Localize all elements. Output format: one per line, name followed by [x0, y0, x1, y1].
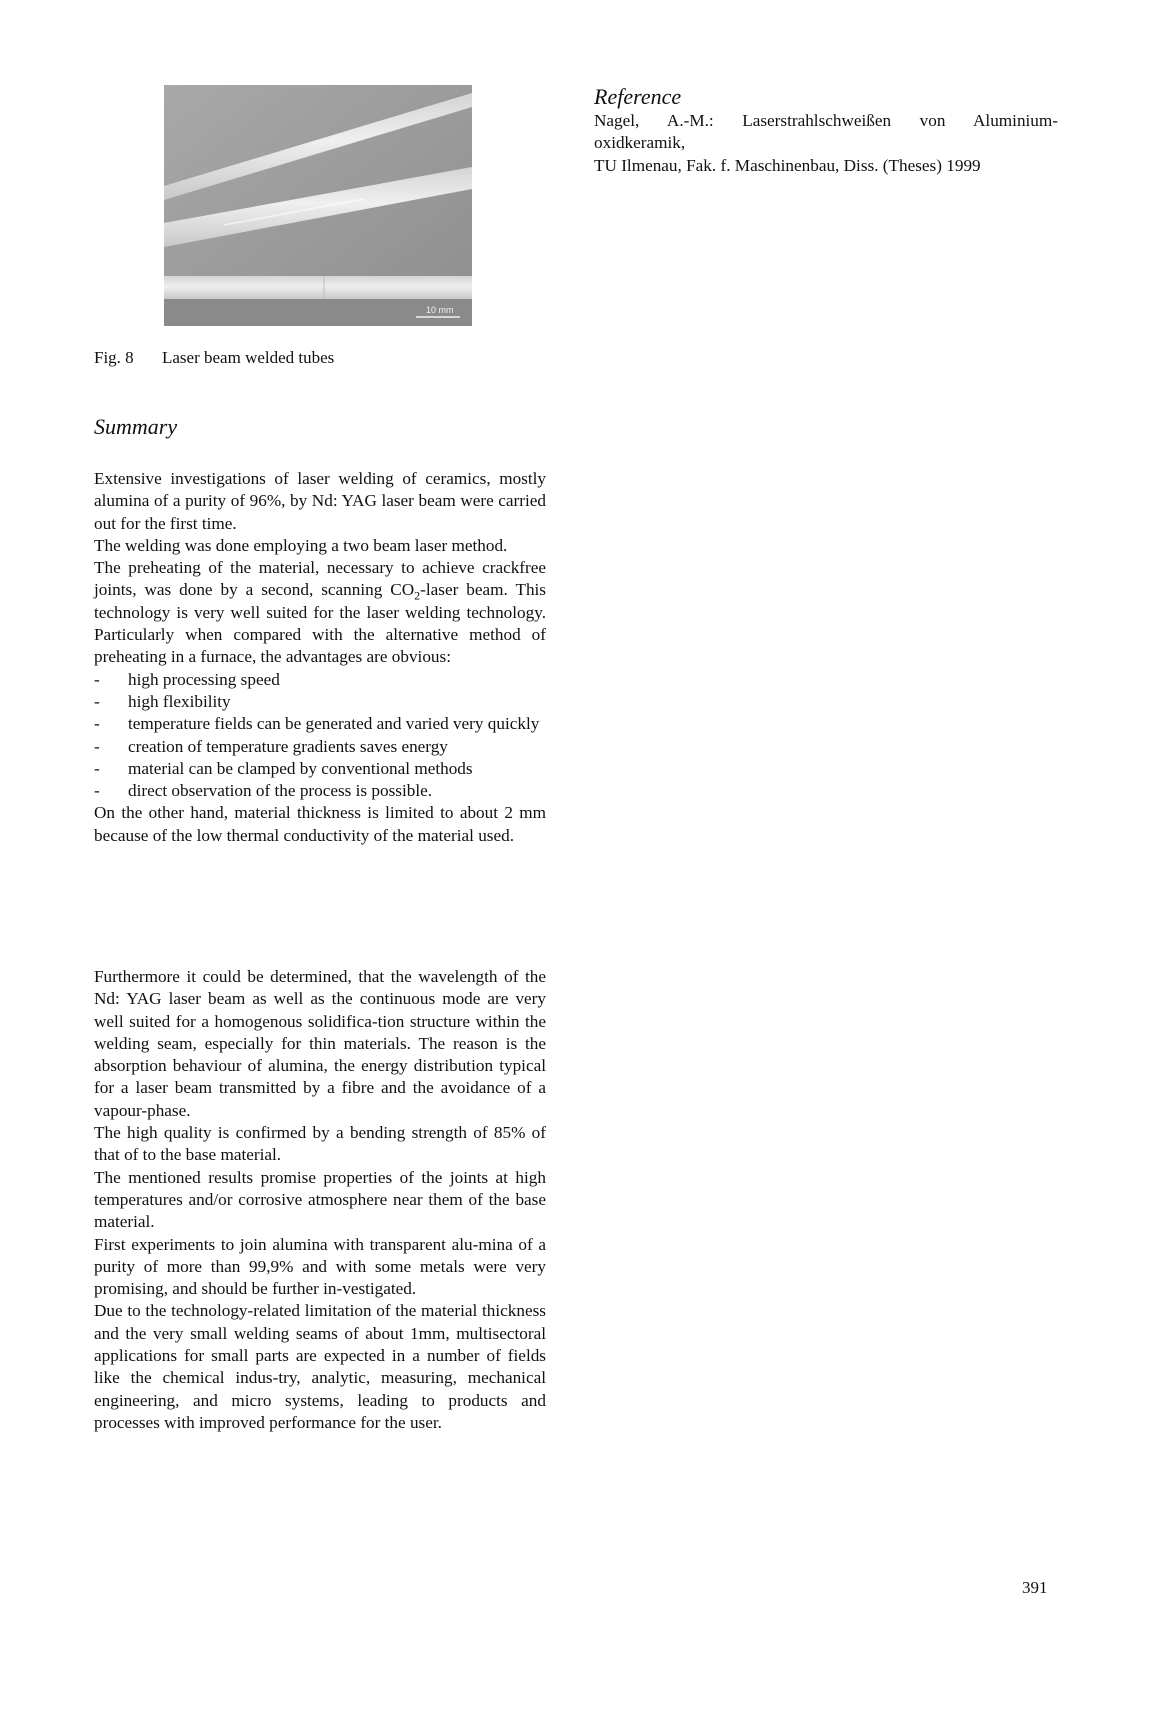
figure-caption-label: Fig. 8 [94, 348, 134, 367]
summary-paragraph: First experiments to join alumina with transparent alu-mina of a purity of more than 99,9% and with some metals were very promising, and should be further in-vestigated. [94, 1234, 546, 1299]
summary-paragraph: The mentioned results promise properties of the joints at high temperatures and/or corrosive atmosphere near them of the base material. [94, 1167, 546, 1232]
list-item-text: direct observation of the process is possible. [128, 781, 433, 801]
bullet-dash: - [94, 758, 100, 778]
figure-caption-text: Laser beam welded tubes [162, 348, 335, 367]
summary-paragraph: The welding was done employing a two beam laser method. [94, 535, 508, 555]
advantages-list [94, 669, 546, 803]
summary-paragraph: The high quality is confirmed by a bending strength of 85% of that of to the base material. [94, 1123, 546, 1165]
list-item [94, 713, 546, 735]
bullet-dash: - [94, 691, 100, 711]
bullet-dash: - [94, 669, 100, 689]
tube-3 [164, 276, 472, 299]
summary-paragraph: Furthermore it could be determined, that the wavelength of the Nd: YAG laser beam as well as the continuous mode are very well suited for a homogenous solidifica-tion structure within the welding seam, especially for thin materials. The reason is the absorption behaviour of alumina, the energy distribution typical for a laser beam transmitted by a fibre and the avoidance of a vapour-phase. [94, 967, 546, 1120]
summary-paragraph-preheating [94, 557, 546, 668]
bullet-dash: - [94, 736, 100, 756]
list-item [94, 758, 546, 780]
list-item-text: temperature fields can be generated and varied very quickly [128, 714, 540, 734]
summary-heading: Summary [94, 414, 178, 439]
reference-line: TU Ilmenau, Fak. f. Maschinenbau, Diss. (Theses) 1999 [594, 155, 981, 175]
list-item-text: high processing speed [128, 669, 280, 689]
list-item-text: creation of temperature gradients saves energy [128, 736, 448, 756]
figure-caption [94, 348, 334, 368]
summary-paragraph: Due to the technology-related limitation of the material thickness and the very small welding seams of about 1mm, multisectoral applications for small parts are expected in a number of fields like the chemical indus-try, analytic, measuring, mechanical engineering, and micro systems, leading to products and processes with improved performance for the user. [94, 1301, 546, 1432]
bullet-dash: - [94, 781, 100, 801]
list-item [94, 780, 546, 802]
preheat-text-end: -laser beam. This technology is very well suited for the laser welding technology. Particularly when compared with the alternative method of preheating in a furnace, the advantages are obvious: [94, 580, 547, 667]
page-number: 391 [1022, 1578, 1048, 1597]
list-item [94, 691, 546, 713]
scale-label: 10 mm [426, 305, 454, 315]
reference-line: oxidkeramik, [594, 133, 686, 153]
summary-paragraph: On the other hand, material thickness is limited to about 2 mm because of the low thermal conductivity of the material used. [94, 803, 546, 845]
figure-photo [164, 85, 472, 326]
list-item [94, 669, 546, 691]
reference-line: Nagel, A.-M.: Laserstrahlschweißen von Aluminium- [594, 111, 1058, 130]
welded-tubes-image [164, 85, 472, 326]
preheat-subscript: 2 [414, 588, 421, 603]
reference-heading: Reference [594, 84, 682, 109]
list-item-text: material can be clamped by conventional methods [128, 758, 473, 778]
reference-text [594, 110, 1058, 177]
bullet-dash: - [94, 714, 100, 734]
summary-paragraph: Extensive investigations of laser welding of ceramics, mostly alumina of a purity of 96%, by Nd: YAG laser beam were carried out for the first time. [94, 469, 546, 533]
list-item [94, 736, 546, 758]
summary-text-block-2 [94, 966, 546, 1434]
preheat-text-start: The preheating of the material, necessary to achieve crackfree joints, was done by a second, scanning CO [94, 558, 546, 600]
summary-text-block-1 [94, 468, 546, 847]
list-item-text: high flexibility [128, 691, 231, 711]
